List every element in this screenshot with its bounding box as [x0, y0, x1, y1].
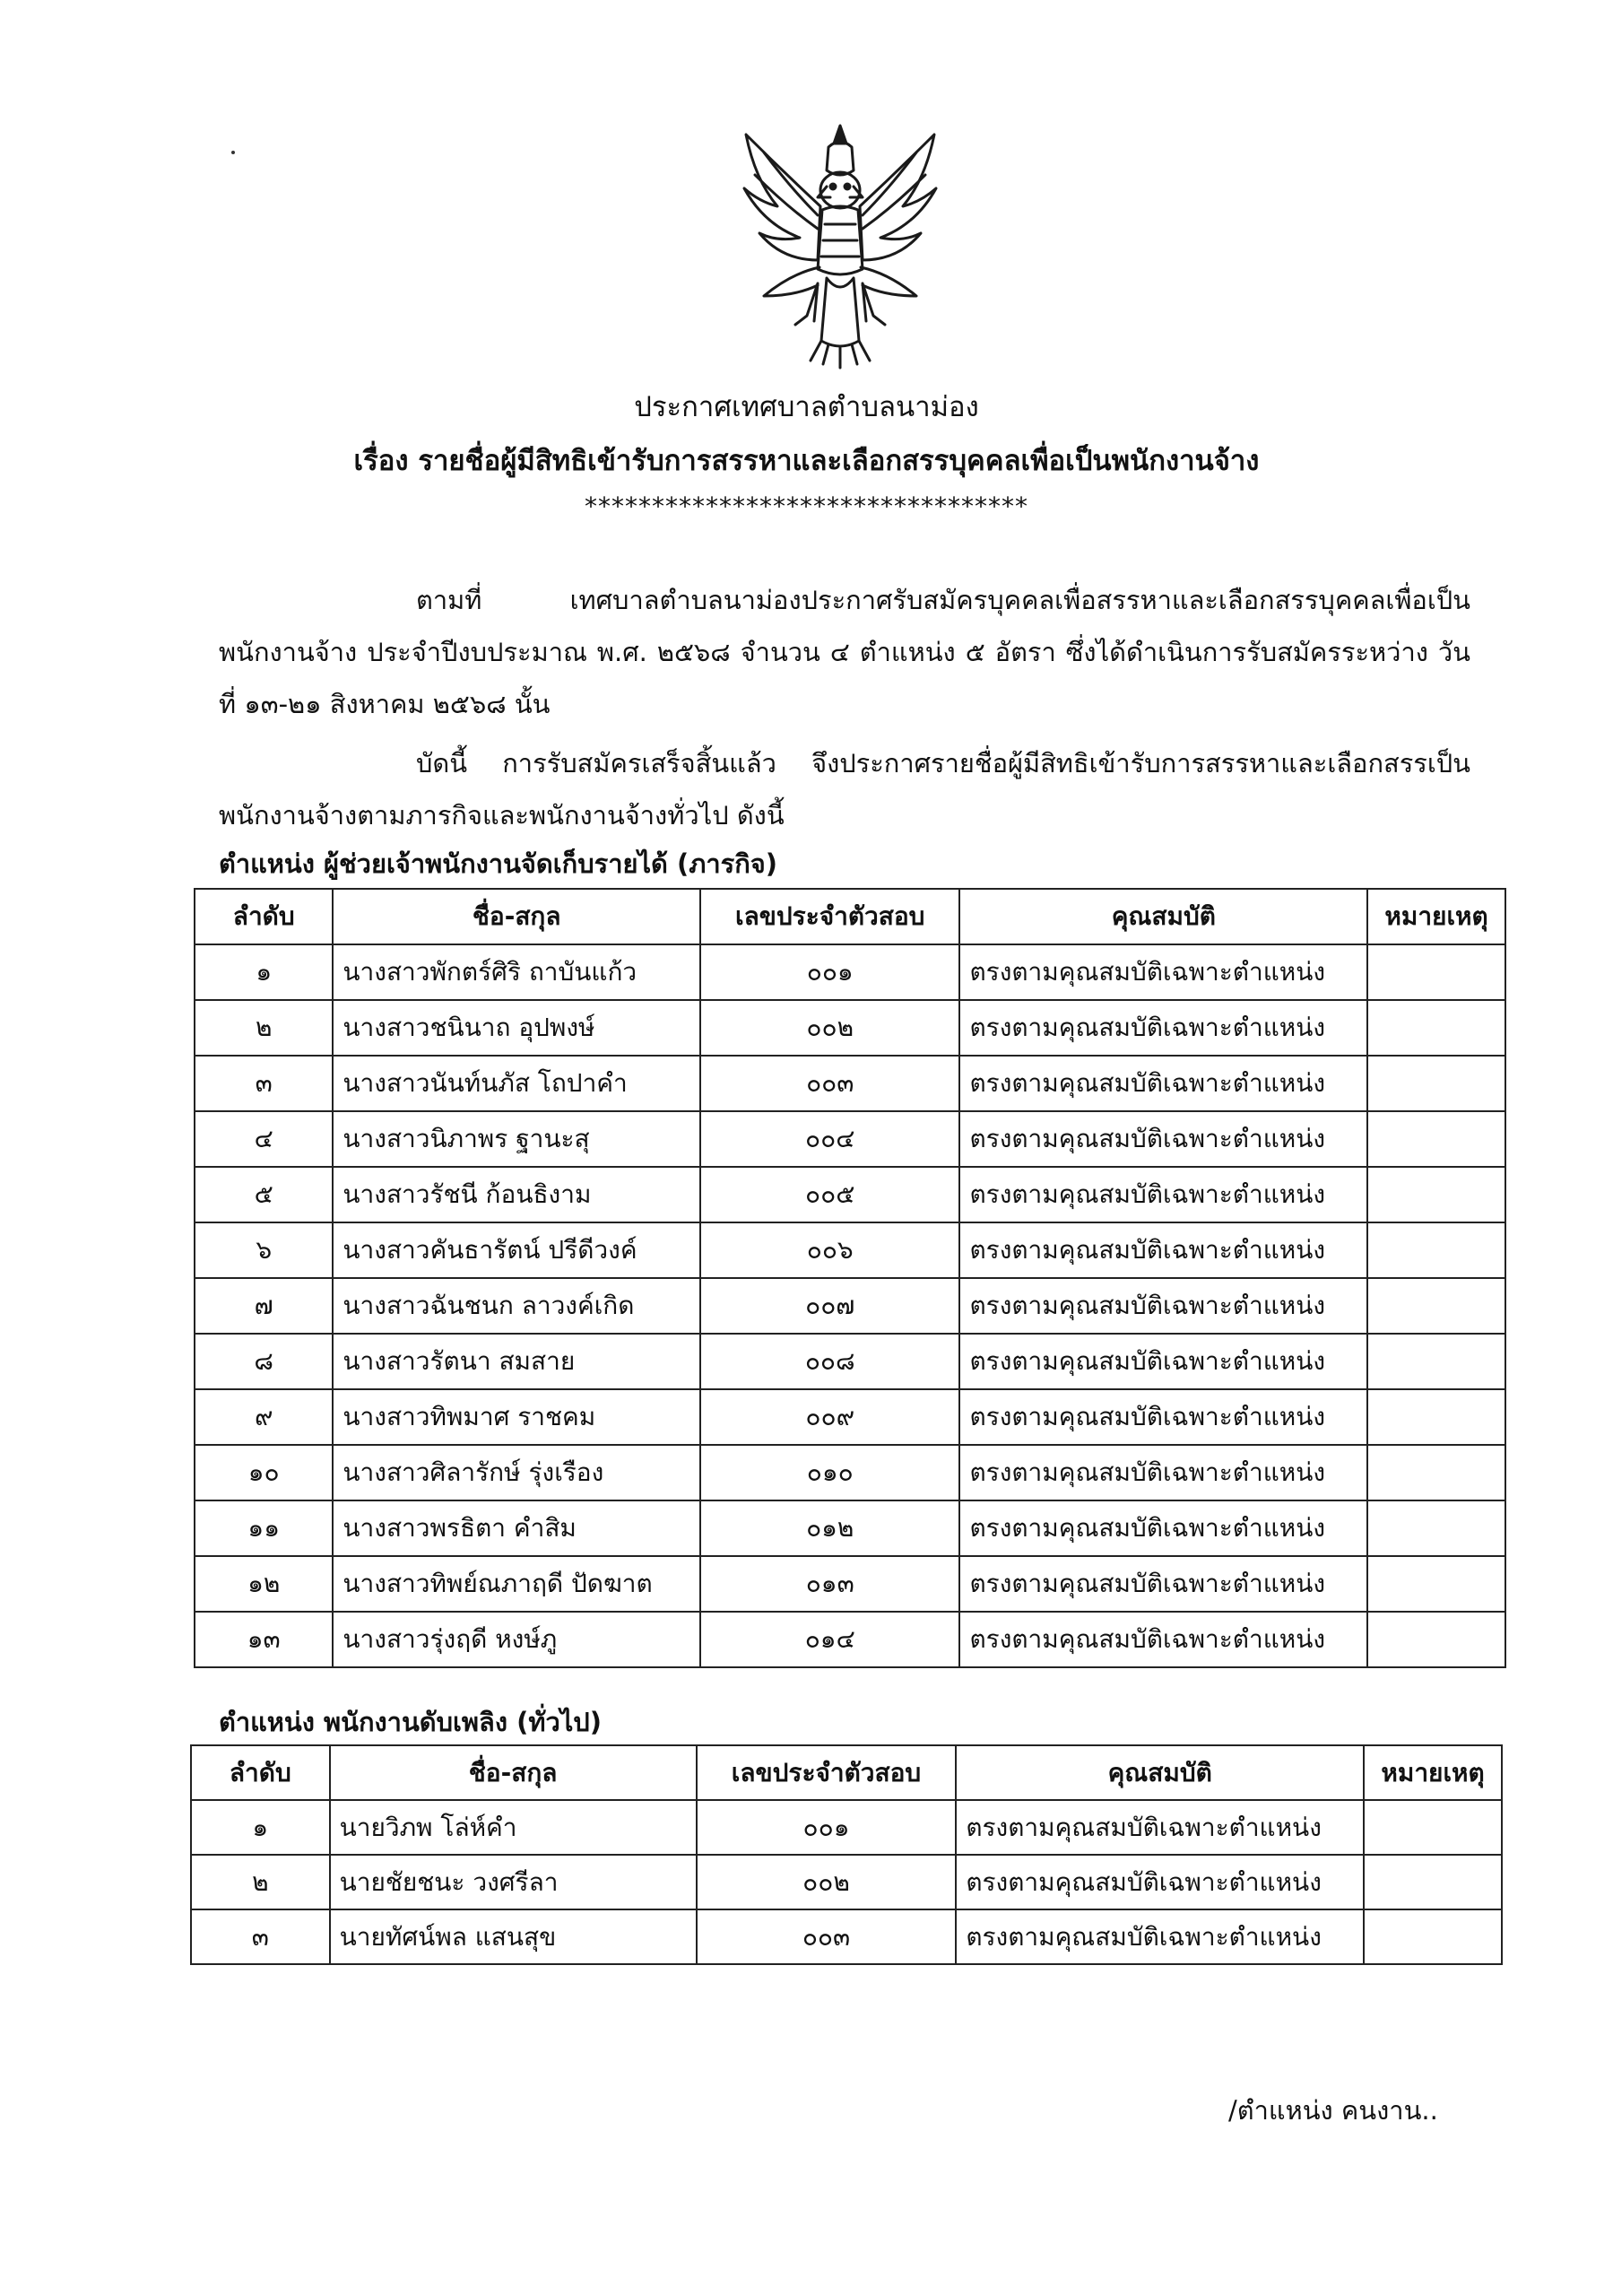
- cell-qualification: ตรงตามคุณสมบัติเฉพาะตำแหน่ง: [959, 944, 1367, 1000]
- announcement-paragraph-text: บัดนี้ การรับสมัครเสร็จสิ้นแล้ว จึงประกาศรายชื่อผู้มีสิทธิเข้ารับการสรรหาและเลือกสรรเป็น พนักงานจ้างตามภารกิจและพนักงานจ้างทั่วไป ดังนี้: [219, 748, 1470, 831]
- cell-name: นางสาวทิพย์ณภาฤดี ปัดฆาต: [333, 1556, 700, 1612]
- cell-remark: [1364, 1800, 1502, 1855]
- cell-exam-id: ๐๐๑: [697, 1800, 957, 1855]
- column-header-qualification: คุณสมบัติ: [959, 889, 1367, 944]
- cell-remark: [1364, 1855, 1502, 1909]
- table-row: [195, 1556, 1505, 1612]
- cell-qualification: ตรงตามคุณสมบัติเฉพาะตำแหน่ง: [959, 1389, 1367, 1445]
- cell-qualification: ตรงตามคุณสมบัติเฉพาะตำแหน่ง: [959, 1278, 1367, 1334]
- cell-exam-id: ๐๐๗: [700, 1278, 959, 1334]
- cell-exam-id: ๐๐๔: [700, 1111, 959, 1167]
- table-row: [195, 1500, 1505, 1556]
- cell-remark: [1367, 1334, 1505, 1389]
- table-row: [195, 1000, 1505, 1056]
- cell-name: นายทัศน์พล แสนสุข: [330, 1909, 697, 1964]
- column-header-remark: หมายเหตุ: [1367, 889, 1505, 944]
- cell-name: นางสาวพักตร์ศิริ ถาบันแก้ว: [333, 944, 700, 1000]
- cell-name: นายวิภพ โล่ห์คำ: [330, 1800, 697, 1855]
- cell-name: นางสาวพรธิตา คำสิม: [333, 1500, 700, 1556]
- cell-remark: [1367, 1556, 1505, 1612]
- table-row: [195, 944, 1505, 1000]
- cell-no: ๒: [191, 1855, 330, 1909]
- cell-qualification: ตรงตามคุณสมบัติเฉพาะตำแหน่ง: [959, 1334, 1367, 1389]
- column-header-exam-id: เลขประจำตัวสอบ: [700, 889, 959, 944]
- column-header-name: ชื่อ-สกุล: [330, 1745, 697, 1800]
- cell-qualification: ตรงตามคุณสมบัติเฉพาะตำแหน่ง: [956, 1909, 1364, 1964]
- cell-name: นางสาวนันท์นภัส โถปาคำ: [333, 1056, 700, 1111]
- candidate-table-firefighter: [190, 1744, 1503, 1965]
- candidate-table-revenue-assistant: [194, 888, 1506, 1668]
- cell-exam-id: ๐๐๖: [700, 1222, 959, 1278]
- cell-name: นางสาวทิพมาศ ราชคม: [333, 1389, 700, 1445]
- cell-name: นางสาวรัชนี ก้อนธิงาม: [333, 1167, 700, 1222]
- cell-qualification: ตรงตามคุณสมบัติเฉพาะตำแหน่ง: [959, 1167, 1367, 1222]
- cell-qualification: ตรงตามคุณสมบัติเฉพาะตำแหน่ง: [956, 1800, 1364, 1855]
- column-header-name: ชื่อ-สกุล: [333, 889, 700, 944]
- cell-exam-id: ๐๐๓: [700, 1056, 959, 1111]
- cell-name: นางสาวคันธารัตน์ ปรีดีวงค์: [333, 1222, 700, 1278]
- cell-no: ๑: [191, 1800, 330, 1855]
- table-row: [195, 1167, 1505, 1222]
- section-title-revenue-assistant: ตำแหน่ง ผู้ช่วยเจ้าพนักงานจัดเก็บรายได้ (ภารกิจ): [219, 848, 778, 879]
- cell-qualification: ตรงตามคุณสมบัติเฉพาะตำแหน่ง: [959, 1500, 1367, 1556]
- cell-remark: [1367, 1056, 1505, 1111]
- cell-remark: [1367, 1389, 1505, 1445]
- cell-no: ๕: [195, 1167, 333, 1222]
- cell-name: นางสาวนิภาพร ฐานะสุ: [333, 1111, 700, 1167]
- cell-remark: [1364, 1909, 1502, 1964]
- table-row: [191, 1909, 1502, 1964]
- table-body: [195, 944, 1505, 1667]
- cell-no: ๑: [195, 944, 333, 1000]
- cell-no: ๙: [195, 1389, 333, 1445]
- cell-no: ๔: [195, 1111, 333, 1167]
- table-row: [195, 1222, 1505, 1278]
- cell-exam-id: ๐๐๕: [700, 1167, 959, 1222]
- cell-exam-id: ๐๑๐: [700, 1445, 959, 1500]
- cell-name: นายชัยชนะ วงศรีลา: [330, 1855, 697, 1909]
- column-header-no: ลำดับ: [191, 1745, 330, 1800]
- announcement-subject: เรื่อง รายชื่อผู้มีสิทธิเข้ารับการสรรหาและเลือกสรรบุคคลเพื่อเป็นพนักงานจ้าง: [353, 445, 1260, 477]
- announcement-paragraph: [219, 737, 1470, 841]
- cell-name: นางสาวรุ่งฤดี หงษ์ภู: [333, 1612, 700, 1667]
- section-title-firefighter: ตำแหน่ง พนักงานดับเพลิง (ทั่วไป): [219, 1707, 602, 1737]
- cell-remark: [1367, 1111, 1505, 1167]
- cell-no: ๖: [195, 1222, 333, 1278]
- cell-name: นางสาวศิลารักษ์ รุ่งเรือง: [333, 1445, 700, 1500]
- cell-no: ๗: [195, 1278, 333, 1334]
- table-row: [195, 1445, 1505, 1500]
- table-row: [195, 1612, 1505, 1667]
- cell-qualification: ตรงตามคุณสมบัติเฉพาะตำแหน่ง: [956, 1855, 1364, 1909]
- cell-remark: [1367, 1167, 1505, 1222]
- cell-qualification: ตรงตามคุณสมบัติเฉพาะตำแหน่ง: [959, 1056, 1367, 1111]
- cell-exam-id: ๐๐๒: [697, 1855, 957, 1909]
- cell-remark: [1367, 944, 1505, 1000]
- cell-remark: [1367, 1500, 1505, 1556]
- table-row: [191, 1855, 1502, 1909]
- garuda-emblem-icon: [728, 117, 952, 370]
- cell-qualification: ตรงตามคุณสมบัติเฉพาะตำแหน่ง: [959, 1445, 1367, 1500]
- cell-remark: [1367, 1445, 1505, 1500]
- cell-qualification: ตรงตามคุณสมบัติเฉพาะตำแหน่ง: [959, 1000, 1367, 1056]
- cell-exam-id: ๐๐๘: [700, 1334, 959, 1389]
- intro-paragraph: [219, 574, 1470, 730]
- column-header-no: ลำดับ: [195, 889, 333, 944]
- cell-name: นางสาวฉันชนก ลาวงค์เกิด: [333, 1278, 700, 1334]
- cell-exam-id: ๐๑๔: [700, 1612, 959, 1667]
- cell-no: ๓: [195, 1056, 333, 1111]
- cell-no: ๘: [195, 1334, 333, 1389]
- cell-exam-id: ๐๑๒: [700, 1500, 959, 1556]
- table-body: [191, 1800, 1502, 1964]
- cell-remark: [1367, 1222, 1505, 1278]
- cell-no: ๑๑: [195, 1500, 333, 1556]
- cell-qualification: ตรงตามคุณสมบัติเฉพาะตำแหน่ง: [959, 1222, 1367, 1278]
- column-header-qualification: คุณสมบัติ: [956, 1745, 1364, 1800]
- cell-no: ๑๐: [195, 1445, 333, 1500]
- cell-qualification: ตรงตามคุณสมบัติเฉพาะตำแหน่ง: [959, 1612, 1367, 1667]
- table-row: [191, 1800, 1502, 1855]
- cell-no: ๑๓: [195, 1612, 333, 1667]
- table-row: [195, 1056, 1505, 1111]
- cell-exam-id: ๐๐๙: [700, 1389, 959, 1445]
- cell-qualification: ตรงตามคุณสมบัติเฉพาะตำแหน่ง: [959, 1556, 1367, 1612]
- cell-remark: [1367, 1612, 1505, 1667]
- cell-qualification: ตรงตามคุณสมบัติเฉพาะตำแหน่ง: [959, 1111, 1367, 1167]
- cell-exam-id: ๐๐๓: [697, 1909, 957, 1964]
- cell-exam-id: ๐๐๑: [700, 944, 959, 1000]
- cell-no: ๒: [195, 1000, 333, 1056]
- column-header-remark: หมายเหตุ: [1364, 1745, 1502, 1800]
- table-row: [195, 1389, 1505, 1445]
- table-row: [195, 1278, 1505, 1334]
- intro-paragraph-text: ตามที่ เทศบาลตำบลนาม่องประกาศรับสมัครบุคคลเพื่อสรรหาและเลือกสรรบุคคลเพื่อเป็น พนักงานจ้าง ประจำปีงบประมาณ พ.ศ. ๒๕๖๘ จำนวน ๔ ตำแหน่ง ๕ อัตรา ซึ่งได้ดำเนินการรับสมัครระหว่าง วันที่ ๑๓-๒๑ สิงหาคม ๒๕๖๘ นั้น: [219, 585, 1470, 719]
- cell-remark: [1367, 1278, 1505, 1334]
- star-divider: *********************************: [585, 491, 1028, 521]
- cell-no: ๓: [191, 1909, 330, 1964]
- column-header-exam-id: เลขประจำตัวสอบ: [697, 1745, 957, 1800]
- cell-name: นางสาวรัตนา สมสาย: [333, 1334, 700, 1389]
- cell-no: ๑๒: [195, 1556, 333, 1612]
- cell-remark: [1367, 1000, 1505, 1056]
- table-row: [195, 1111, 1505, 1167]
- cell-name: นางสาวชนินาถ อุปพงษ์: [333, 1000, 700, 1056]
- cell-exam-id: ๐๐๒: [700, 1000, 959, 1056]
- scan-speck: [231, 151, 235, 154]
- cell-exam-id: ๐๑๓: [700, 1556, 959, 1612]
- table-row: [195, 1334, 1505, 1389]
- announcement-title: ประกาศเทศบาลตำบลนาม่อง: [634, 391, 979, 423]
- continuation-note: /ตำแหน่ง คนงาน..: [1228, 2095, 1438, 2126]
